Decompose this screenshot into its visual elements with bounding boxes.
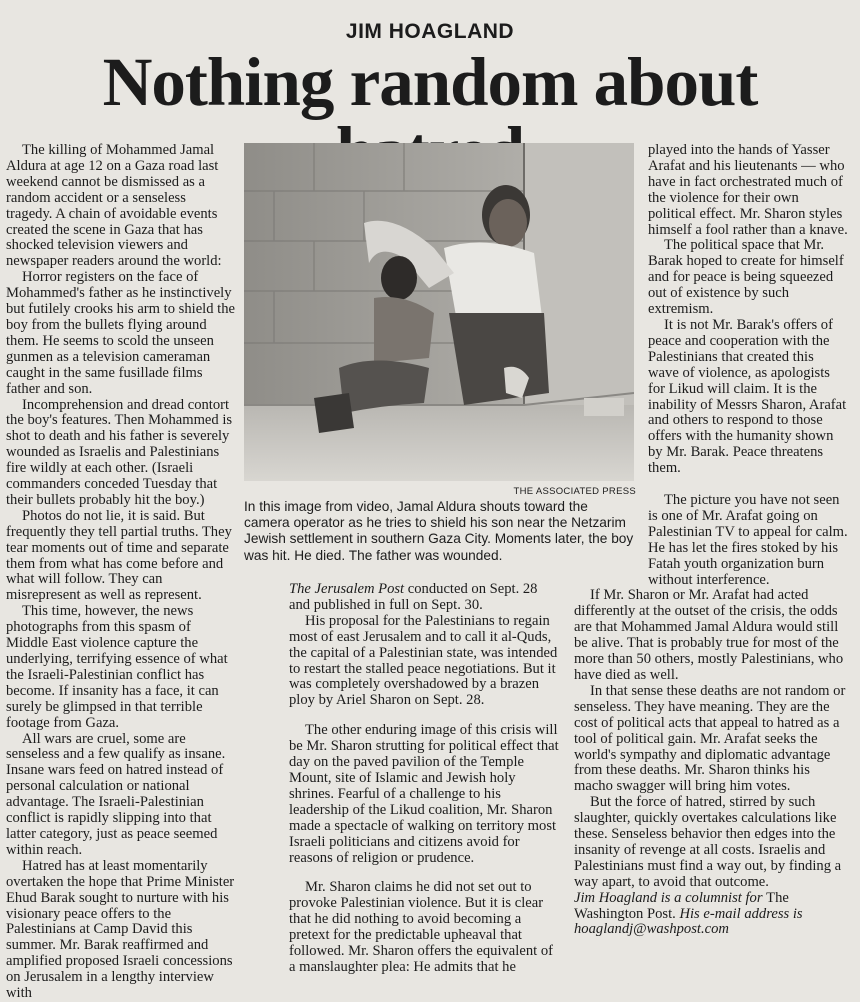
photo-credit: THE ASSOCIATED PRESS bbox=[513, 486, 636, 497]
paragraph: Mr. Sharon claims he did not set out to provoke Palestinian violence. But it is clear that he did nothing to avoid becoming a pretext for the predictable upheaval that followed. Mr. Sharon offers the equivalent of a manslaughter plea: He admits that he bbox=[289, 879, 553, 975]
paragraph: played into the hands of Yasser Arafat and his lieutenants — who have in fact orchestrated much of the violence for their own political effect. Mr. Sharon styles himself a fool rather than a knave. bbox=[648, 142, 848, 238]
paragraph: His proposal for the Palestinians to regain most of east Jerusalem and to call it al-Quds, the capital of a Palestinian state, was intended to restart the stalled peace negotiations. But it was completely overshadowed by a brazen ploy by Ariel Sharon on Sept. 28. bbox=[289, 612, 558, 709]
paragraph-text: conducted on Sept. 28 and published in full on Sept. 30. bbox=[289, 581, 538, 613]
paragraph: If Mr. Sharon or Mr. Arafat had acted differently at the outset of the crisis, the odds are that Mohammed Jamal Aldura would still be alive. That is probably true for most of the more than 50 others, mostly Palestinians, who have died as well. bbox=[574, 587, 844, 683]
author-tagline bbox=[574, 891, 848, 939]
tagline-part: Jim Hoagland is a columnist for bbox=[574, 889, 767, 906]
author-byline: JIM HOAGLAND bbox=[345, 20, 515, 43]
column-3-bottom bbox=[574, 493, 848, 938]
paragraph: Photos do not lie, it is said. But frequently they tell partial truths. They tear moments out of time and separate them from what has come before and what will follow. They can misrepresent as well as represent. bbox=[6, 507, 232, 604]
tagline-publication: The Washington Post. bbox=[574, 889, 789, 922]
paragraph: But the force of hatred, stirred by such slaughter, quickly overtakes calculations like these. Senseless behavior then edges into the insanity of revenge at all costs. Israelis and Palestinians must find a way out, by finding a way apart, to avoid that outcome. bbox=[574, 794, 842, 890]
paragraph: This time, however, the news photographs from this spasm of Middle East violence capture the underlying, terrifying essence of what the Israeli-Palestinian conflict has become. If insanity has a face, it can surely be glimpsed in that terrible footage from Gaza. bbox=[6, 603, 228, 731]
paragraph: In that sense these deaths are not random or senseless. They have meaning. They are the cost of political acts that appeal to hatred as a tool of political gain. Mr. Arafat seeks the world's sympathy and diplomatic advantage from these deaths. Mr. Sharon thinks his macho swagger will bring him votes. bbox=[574, 682, 846, 795]
column-2 bbox=[289, 582, 561, 976]
column-3-top bbox=[648, 143, 848, 477]
paragraph: Incomprehension and dread contort the boy's features. Then Mohammed is shot to death and his father is severely wounded as Israelis and Palestinians fire wildly at each other. (Israeli commanders conceded Tuesday that their bullets probably hit the boy.) bbox=[6, 396, 233, 508]
news-photo bbox=[244, 143, 634, 481]
paragraph: The picture you have not seen is one of Mr. Arafat going on Palestinian TV to appeal for calm. He has let the fires stoked by his Fatah youth organization burn without interference. bbox=[648, 492, 848, 588]
paragraph: All wars are cruel, some are senseless and a few qualify as insane. Insane wars feed on hatred instead of personal calculation or national advantage. The Israeli-Palestinian conflict is rapidly slipping into that latter category, just as peace seemed within reach. bbox=[6, 730, 226, 858]
paragraph: It is not Mr. Barak's offers of peace and cooperation with the Palestinians that created this wave of violence, as apologists for Likud will claim. It is the inability of Messrs Sharon, Arafat and others to respond to those offers with the humanity shown by Mr. Barak. Peace threatens them. bbox=[648, 316, 847, 477]
paragraph: The other enduring image of this crisis will be Mr. Sharon strutting for political effect that day on the paved pavilion of the Temple Mount, site of Islamic and Jewish holy shrines. Fearful of a challenge to his leadership of the Likud coalition, Mr. Sharon made a spectacle of walking on territory most Israeli politicians and citizens avoid for reasons of religion or prudence. bbox=[289, 722, 559, 866]
headline: Nothing random about bbox=[102, 44, 758, 120]
photo-caption: In this image from video, Jamal Aldura shouts toward the camera operator as he tries to shield his son near the Netzarim Jewish settlement in southern Gaza City. Moments later, the boy was hit. He died. The father was wounded. bbox=[244, 499, 634, 563]
paragraph: The killing of Mohammed Jamal Aldura at age 12 on a Gaza road last weekend cannot be dismissed as a random accident or a senseless tragedy. A chain of avoidable events created the scene in Gaza that has shocked television viewers and newspaper readers around the world: bbox=[6, 142, 222, 270]
paragraph: The political space that Mr. Barak hoped to create for himself and for peace is being squeezed out of existence by such extremism. bbox=[648, 237, 844, 318]
tagline-email: His e-mail address is hoaglandj@washpost.com bbox=[574, 905, 803, 938]
column-1 bbox=[6, 143, 235, 1002]
paragraph: Hatred has at least momentarily overtaken the hope that Prime Minister Ehud Barak sought to nurture with his visionary peace offers to the Palestinians at Camp David this summer. Mr. Barak reaffirmed and amplified proposed Israeli concessions on Jerusalem in a lengthy interview with bbox=[6, 857, 235, 1002]
paragraph: Horror registers on the face of Mohammed's father as he instinctively but futilely crooks his arm to shield the boy from the bullets flying around them. He seems to scold the unseen gunmen as a television cameraman caught in the same fusillade films father and son. bbox=[6, 269, 236, 397]
paragraph bbox=[289, 582, 561, 614]
publication-name: The Jerusalem Post bbox=[289, 581, 405, 597]
photo-illustration bbox=[244, 143, 634, 481]
